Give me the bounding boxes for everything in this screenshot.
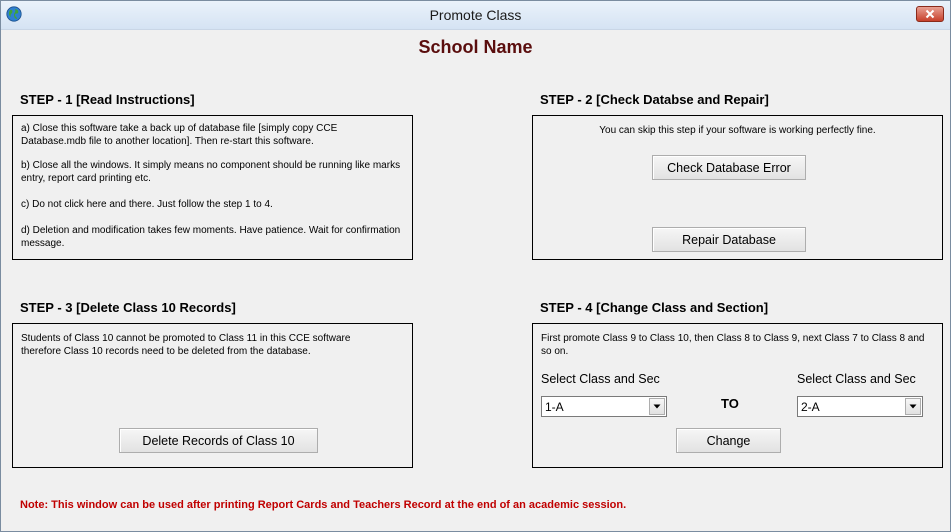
to-word: TO — [721, 396, 739, 411]
step3-text: Students of Class 10 cannot be promoted to Class 11 in this CCE software therefore Class 10 records need to be deleted from the database. — [21, 333, 351, 357]
school-name: School Name — [418, 37, 533, 57]
chevron-down-icon — [906, 399, 920, 414]
check-database-error-button[interactable]: Check Database Error — [652, 155, 806, 180]
step1-item-c: c) Do not click here and there. Just follow the step 1 to 4. — [21, 199, 273, 210]
step4-heading: STEP - 4 [Change Class and Section] — [540, 300, 769, 315]
step1-panel — [12, 115, 413, 260]
footer-note: Note: This window can be used after printing Report Cards and Teachers Record at the end of an academic session. — [20, 499, 627, 511]
to-class-value: 2-A — [801, 400, 820, 414]
step1-heading: STEP - 1 [Read Instructions] — [20, 92, 195, 107]
from-dropdown-button[interactable] — [649, 398, 665, 415]
title-bar[interactable] — [1, 1, 950, 30]
from-class-label: Select Class and Sec — [541, 372, 660, 386]
from-class-value: 1-A — [545, 400, 564, 414]
from-class-select[interactable] — [541, 396, 667, 417]
step2-panel — [532, 115, 943, 260]
step4-text: First promote Class 9 to Class 10, then Class 8 to Class 9, next Class 7 to Class 8 and so on. — [541, 333, 925, 357]
delete-class10-button[interactable]: Delete Records of Class 10 — [119, 428, 318, 453]
to-class-label: Select Class and Sec — [797, 372, 916, 386]
step1-item-d: d) Deletion and modification takes few moments. Have patience. Wait for confirmation message. — [21, 225, 401, 249]
step3-panel — [12, 323, 413, 468]
step1-item-a: a) Close this software take a back up of database file [simply copy CCE Database.mdb file to another location]. Then re-start this software. — [21, 123, 338, 147]
repair-database-button[interactable]: Repair Database — [652, 227, 806, 252]
step2-heading: STEP - 2 [Check Databse and Repair] — [540, 92, 769, 107]
to-class-select[interactable] — [797, 396, 923, 417]
close-icon — [925, 9, 935, 19]
close-button[interactable] — [916, 6, 944, 22]
step2-hint: You can skip this step if your software is working perfectly fine. — [599, 125, 876, 136]
window-title: Promote Class — [429, 7, 522, 23]
chevron-down-icon — [650, 399, 664, 414]
change-button[interactable]: Change — [676, 428, 781, 453]
step4-panel — [532, 323, 943, 468]
to-dropdown-button[interactable] — [905, 398, 921, 415]
step1-item-b: b) Close all the windows. It simply means no component should be running like marks entry, report card printing etc. — [21, 160, 401, 184]
step3-heading: STEP - 3 [Delete Class 10 Records] — [20, 300, 236, 315]
